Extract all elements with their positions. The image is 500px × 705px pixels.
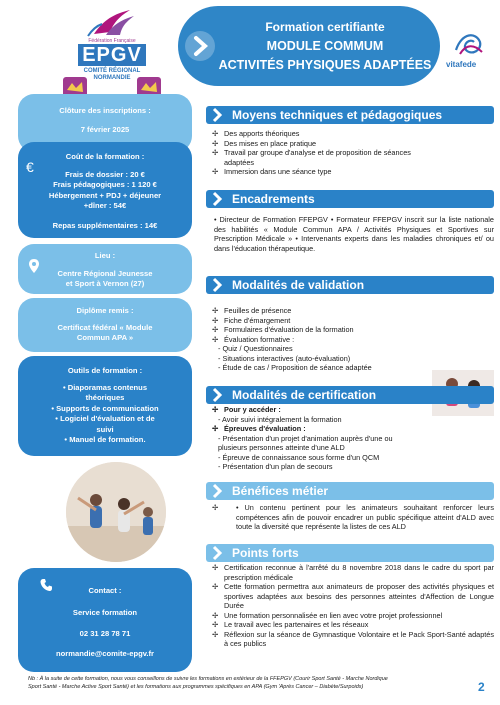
cloture-label: Clôture des inscriptions :	[59, 106, 151, 115]
list-item: ✢ Une formation personnalisée en lien avec votre projet professionnel	[212, 610, 443, 620]
list-item: ✢ Travail par groupe d'analyse et de proposition de séances	[212, 148, 411, 157]
list-item-continuation: adaptées	[224, 157, 255, 167]
bullet-icon: ✢	[212, 325, 219, 334]
euro-icon: €	[26, 159, 34, 175]
certification-title: Modalités de certification	[232, 388, 377, 402]
list-item: ✢ Immersion dans une séance type	[212, 167, 332, 176]
certification-header	[206, 386, 494, 404]
title-banner	[178, 6, 440, 86]
list-item: ✢ • Un contenu pertinent pour les animateurs souhaitant renforcer leurs compétences afin de pouvoir encadrer un public spécifique atteint d'ALD avec toute la diversité que représente la listes de ces ALD	[212, 503, 494, 531]
title-line-3: ACTIVITÉS PHYSIQUES ADAPTÉES	[218, 57, 432, 72]
list-subitem: plusieurs personnes atteinte d'une ALD	[218, 443, 345, 452]
title-line-2: MODULE COMMUM	[266, 38, 384, 53]
encadrements-title: Encadrements	[232, 192, 315, 206]
bullet-icon: ✢	[212, 610, 219, 620]
contact-pill	[18, 568, 192, 672]
chevron-right-icon	[208, 482, 226, 500]
phone-icon	[40, 578, 52, 592]
outils-pill	[18, 356, 192, 456]
validation-header	[206, 276, 494, 294]
bullet-icon: ✢	[212, 503, 219, 512]
cout-line-2: Frais pédagogiques : 1 120 €	[53, 180, 157, 189]
points-forts-list	[212, 563, 494, 649]
certification-list	[212, 405, 494, 472]
contact-label: Contact :	[88, 586, 122, 595]
list-item: ✢ Feuilles de présence	[212, 306, 292, 315]
bullet-icon: ✢	[212, 582, 219, 591]
encadrements-text: • Directeur de Formation FFEPGV • Formateur FFEPGV inscrit sur la liste nationale des habilités « Module Commun APA / Activités Physiques et Sportives sur Prescription Médicale » • Intervenants experts dans les maladies chroniques et/ ou dans l'éducation thérapeutique.	[214, 215, 494, 253]
outils-line-2: théoriques	[85, 393, 125, 402]
moyens-title: Moyens techniques et pédagogiques	[232, 108, 443, 122]
contact-service: Service formation	[72, 607, 138, 617]
encadrements-header	[206, 190, 494, 208]
cloture-date: 7 février 2025	[80, 124, 130, 134]
list-subitem: - Situations interactives (auto-évaluation)	[218, 353, 351, 363]
cout-line-3: Hébergement + PDJ + déjeuner	[48, 190, 162, 200]
list-item: ✢ Certification reconnue à l'arrêté du 8 novembre 2018 dans le cadre du sport par prescription médicale	[212, 563, 494, 582]
outils-line-6: • Manuel de formation.	[64, 435, 146, 444]
benefices-list	[212, 503, 494, 532]
fitness-class-photo-image	[66, 462, 166, 562]
chevron-right-icon	[208, 386, 226, 404]
bullet-icon: ✢	[212, 167, 219, 176]
list-subitem: - Épreuve de connaissance sous forme d'un QCM	[218, 452, 380, 462]
cout-line-1: Frais de dossier : 20 €	[65, 169, 145, 179]
moyens-list	[212, 129, 494, 177]
footnote-line-2: Sport Santé - Marche Active Sport Santé) et les formations aux programmes spécifiques en APA (Gym 'Après Cancer – Diabète/Surpoids)	[28, 683, 364, 690]
list-subitem: - Quiz / Questionnaires	[218, 344, 293, 353]
contact-phone: 02 31 28 78 71	[79, 629, 131, 638]
diplome-line-2: Commun APA »	[76, 333, 134, 342]
chevron-right-icon	[208, 190, 226, 208]
epgv-logo	[52, 6, 172, 98]
validation-list	[212, 306, 494, 373]
list-subitem: - Présentation d'un projet d'animation auprès d'une ou	[218, 433, 393, 443]
list-item: ✢ Des apports théoriques	[212, 129, 300, 138]
chevron-right-icon	[208, 106, 226, 124]
title-line-1: Formation certifiante	[265, 19, 385, 34]
bullet-icon: ✢	[212, 334, 219, 344]
federation-text: Fédération Française	[88, 38, 136, 44]
location-pin-icon	[28, 258, 40, 274]
contact-email[interactable]: normandie@comite-epgv.fr	[56, 648, 154, 658]
bullet-icon: ✢	[212, 629, 219, 639]
outils-line-3: • Supports de communication	[51, 403, 159, 413]
benefices-header	[206, 482, 494, 500]
list-item: ✢ Cette formation permettra aux animateurs de proposer des activités physiques et sportives adaptées aux besoins des personnes atteintes d'Affection de Longue Durée	[212, 582, 494, 610]
logo-text: EPGV	[78, 44, 146, 66]
vitafede-logo	[446, 30, 494, 82]
chevron-right-icon	[208, 276, 226, 294]
lieu-pill	[18, 244, 192, 294]
bullet-icon: ✢	[212, 148, 219, 157]
validation-title: Modalités de validation	[232, 278, 365, 292]
diplome-label: Diplôme remis :	[76, 306, 134, 315]
diplome-line-1: Certificat fédéral « Module	[57, 322, 153, 332]
vitafede-swirl-icon	[452, 30, 486, 60]
region-line-1: COMITÉ RÉGIONAL	[83, 68, 141, 74]
list-item: ✢ Le travail avec les partenaires et les réseaux	[212, 620, 369, 629]
cout-line-5: Repas supplémentaires : 14€	[52, 220, 158, 230]
bullet-icon: ✢	[212, 563, 219, 572]
diplome-pill	[18, 298, 192, 352]
outils-line-5: suivi	[96, 424, 114, 434]
list-item: ✢ Fiche d'émargement	[212, 315, 291, 325]
outils-line-4: • Logiciel d'évaluation et de	[55, 414, 155, 423]
list-subitem: - Avoir suivi intégralement la formation	[218, 414, 342, 424]
wing-icon	[86, 8, 138, 38]
lieu-label: Lieu :	[94, 251, 116, 260]
list-item: ✢ Des mises en place pratique	[212, 138, 317, 148]
bullet-icon: ✢	[212, 306, 219, 315]
chevron-right-icon	[208, 544, 226, 562]
list-item: ✢ Évaluation formative :	[212, 334, 295, 344]
footnote	[28, 676, 468, 691]
list-item: ✢ Pour y accéder :	[212, 405, 281, 414]
cout-pill	[18, 142, 192, 238]
points-forts-title: Points forts	[232, 546, 299, 560]
fitness-class-photo	[66, 462, 166, 562]
bullet-icon: ✢	[212, 405, 219, 414]
page-number: 2	[478, 680, 485, 694]
lieu-line-1: Centre Régional Jeunesse	[57, 268, 153, 278]
outils-label: Outils de formation :	[67, 366, 143, 375]
points-forts-header	[206, 544, 494, 562]
lieu-line-2: et Sport à Vernon (27)	[65, 279, 145, 288]
list-item: ✢ Réflexion sur la séance de Gymnastique Volontaire et le Pack Sport-Santé adaptés à ces publics	[212, 629, 494, 648]
bullet-icon: ✢	[212, 424, 219, 433]
region-line-2: NORMANDIE	[93, 75, 131, 81]
outils-line-1: • Diaporamas contenus	[62, 382, 148, 392]
bullet-icon: ✢	[212, 138, 219, 148]
bullet-icon: ✢	[212, 129, 219, 138]
chevron-right-icon	[184, 30, 216, 62]
bullet-icon: ✢	[212, 315, 219, 325]
benefices-title: Bénéfices métier	[232, 484, 329, 498]
footnote-line-1: Nb : À la suite de cette formation, nous vous conseillons de suivre les formations en extérieur de la FFEPGV (Courir Sport Santé - Marche Nordique	[28, 676, 388, 682]
cout-label: Coût de la formation :	[65, 152, 145, 161]
list-subitem: - Étude de cas / Proposition de séance adaptée	[218, 363, 372, 372]
list-item: ✢ Formulaires d'évaluation de la formation	[212, 325, 354, 334]
bullet-icon: ✢	[212, 620, 219, 629]
list-item: ✢ Épreuves d'évaluation :	[212, 424, 306, 433]
list-subitem: - Présentation d'un plan de secours	[218, 462, 333, 471]
cout-line-4: +dîner : 54€	[83, 201, 127, 210]
vitafede-text: vitafede	[446, 60, 477, 69]
moyens-header	[206, 106, 494, 124]
